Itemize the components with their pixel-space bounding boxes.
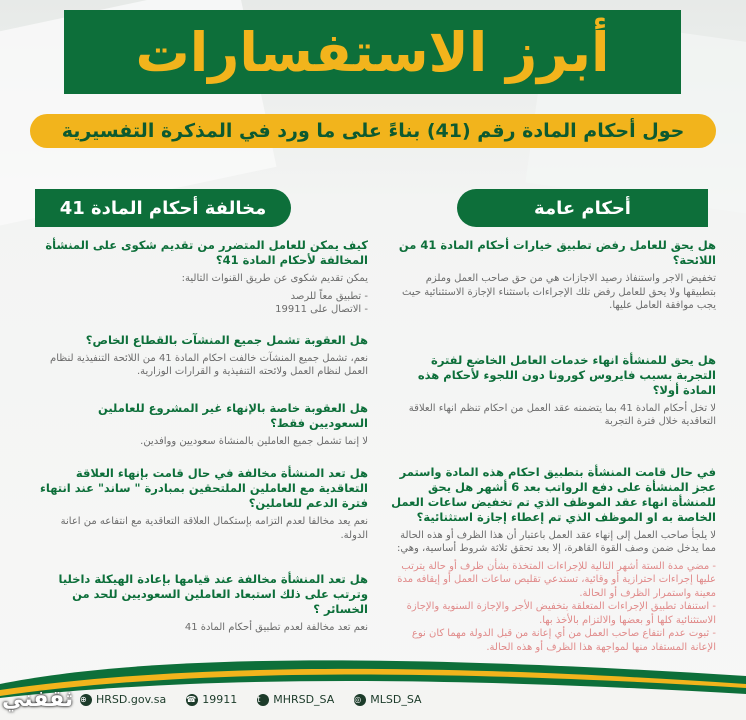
faq-question: في حال قامت المنشأة بتطبيق احكام هذه المادة واستمر عجز المنشأة على دفع الرواتب بعد 6 أشهر هل يحق للمنشأة انهاء عقد الموظف الذي تم تخفيض ساعات العمل الخاصة به او الموظف الذي تم إعطاء إجازة استثنائية؟ <box>391 464 716 524</box>
faq-question: هل تعد المنشأة مخالفة في حال قامت بإنهاء العلاقة التعاقدية مع العاملين الملتحقين بمبادرة " ساند" عند انتهاء فترة الدعم للعاملين؟ <box>40 466 368 510</box>
faq-question: هل العقوبة خاصة بالإنهاء غير المشروع للعاملين السعوديين فقط؟ <box>97 400 368 430</box>
faq-item <box>390 238 716 313</box>
twitter-text: MHRSD_SA <box>273 693 335 706</box>
title-banner <box>64 10 681 94</box>
twitter-link[interactable] <box>257 693 334 706</box>
faq-question: هل تعد المنشأة مخالفة عند قيامها بإعادة الهيكلة داخليا وترتب على ذلك استبعاد العاملين السعوديين للحد من الخسائر ؟ <box>58 572 368 616</box>
general-rules-column <box>390 238 716 674</box>
list-item: - ثبوت عدم انتفاع صاحب العمل من أي إعانة من قبل الدولة مهما كان نوع الإعانة المستفاد منها لمواجهة هذا الظرف أو هذه الحالة. <box>411 628 716 653</box>
footer-contacts <box>80 693 422 706</box>
instagram-text: MLSD_SA <box>370 693 422 706</box>
page-title: أبرز الاستفسارات <box>135 20 610 84</box>
faq-answer: نعم، تشمل جميع المنشآت خالفت احكام المادة 41 من اللائحة التنفيذية لنظام العمل لنظام العمل ولائحته التنفيذية و القرارات الوزارية. <box>50 352 368 377</box>
faq-item <box>390 353 716 429</box>
phone-icon: ☎ <box>186 694 198 706</box>
faq-item <box>36 466 368 542</box>
watermark-logo: ثقفني <box>2 687 74 712</box>
faq-answer: يمكن تقديم شكوى عن طريق القنوات التالية: <box>181 273 368 284</box>
faq-answer: نعم يعد مخالفا لعدم التزامه بإستكمال العلاقة التعاقدية مع انتفاعه من اعانة الدولة. <box>60 516 368 541</box>
page-subtitle: حول أحكام المادة رقم (41) بناءً على ما ورد في المذكرة التفسيرية <box>61 120 685 142</box>
footer-wave <box>0 654 746 720</box>
list-item: - الاتصال على 19911 <box>275 304 368 315</box>
phone-link[interactable] <box>186 693 237 706</box>
website-text: HRSD.gov.sa <box>96 693 167 706</box>
conditions-list <box>390 560 716 655</box>
section-heading-general: أحكام عامة <box>457 189 708 227</box>
faq-item <box>390 465 716 655</box>
faq-answer: تخفيض الاجر واستنفاذ رصيد الاجازات هي من حق صاحب العمل وملزم بتطبيقها ولا يحق للعامل رفض تلك الإجراءات باستثناء الإجازة الاستثنائية حيث يجب موافقة العامل عليها. <box>402 273 716 311</box>
faq-answer: لا إنما تشمل جميع العاملين بالمنشاة سعوديين ووافدين. <box>140 435 368 447</box>
faq-item <box>36 238 368 317</box>
faq-answer: لا يلجأ صاحب العمل إلى إنهاء عقد العمل باعتبار أن هذا الظرف أو هذه الحالة مما يدخل ضمن وصف القوة القاهرة، إلا بعد تحقق ثلاثة شروط أساسية، وهي: <box>397 529 716 554</box>
faq-question: هل يحق للمنشأة انهاء خدمات العامل الخاضع لفترة التجربة بسبب فايروس كورونا دون اللجوء لأحكام هذه المادة أولا؟ <box>417 352 716 397</box>
faq-answer: لا تخل أحكام المادة 41 بما يتضمنه عقد العمل من احكام تنظم انهاء العلاقة التعاقدية خلال فترة التجربة <box>408 402 716 427</box>
faq-question: كيف يمكن للعامل المتضرر من تقديم شكوى على المنشأة المخالفة لأحكام المادة 41؟ <box>45 238 368 267</box>
list-item: - استنفاد تطبيق الإجراءات المتعلقة بتخفيض الأجر والإجازة السنوية والإجازة الاستثنائية كلها أو بعضها والالتزام بالأخذ بها. <box>406 601 716 626</box>
faq-item <box>36 572 368 635</box>
twitter-icon: t <box>257 694 269 706</box>
faq-question: هل يحق للعامل رفض تطبيق خيارات أحكام المادة 41 من اللائحة؟ <box>398 238 716 267</box>
instagram-icon: ◎ <box>354 694 366 706</box>
website-link[interactable] <box>80 693 166 706</box>
instagram-link[interactable] <box>354 693 421 706</box>
list-item: - مضي مدة الستة أشهر التالية للإجراءات المتخذة بشأن ظرف أو حالة يترتب عليها إجراءات احترازية أو وقائية، تستدعي تقليص ساعات العمل أو إيقافه مدة معينة واستمرار الظرف أو الحالة. <box>397 560 716 599</box>
violations-column <box>36 238 368 655</box>
subtitle-banner <box>30 114 716 148</box>
faq-question: هل العقوبة تشمل جميع المنشآت بالقطاع الخاص؟ <box>85 332 368 347</box>
list-item: - تطبيق معاً للرصد <box>290 290 368 302</box>
faq-answer: نعم تعد مخالفة لعدم تطبيق أحكام المادة 41 <box>184 622 368 633</box>
faq-item <box>36 401 368 449</box>
globe-icon: ⊕ <box>80 694 92 706</box>
faq-item <box>36 333 368 379</box>
channels-list <box>36 290 368 317</box>
phone-text: 19911 <box>202 693 238 706</box>
section-heading-violations: مخالفة أحكام المادة 41 <box>35 189 291 227</box>
